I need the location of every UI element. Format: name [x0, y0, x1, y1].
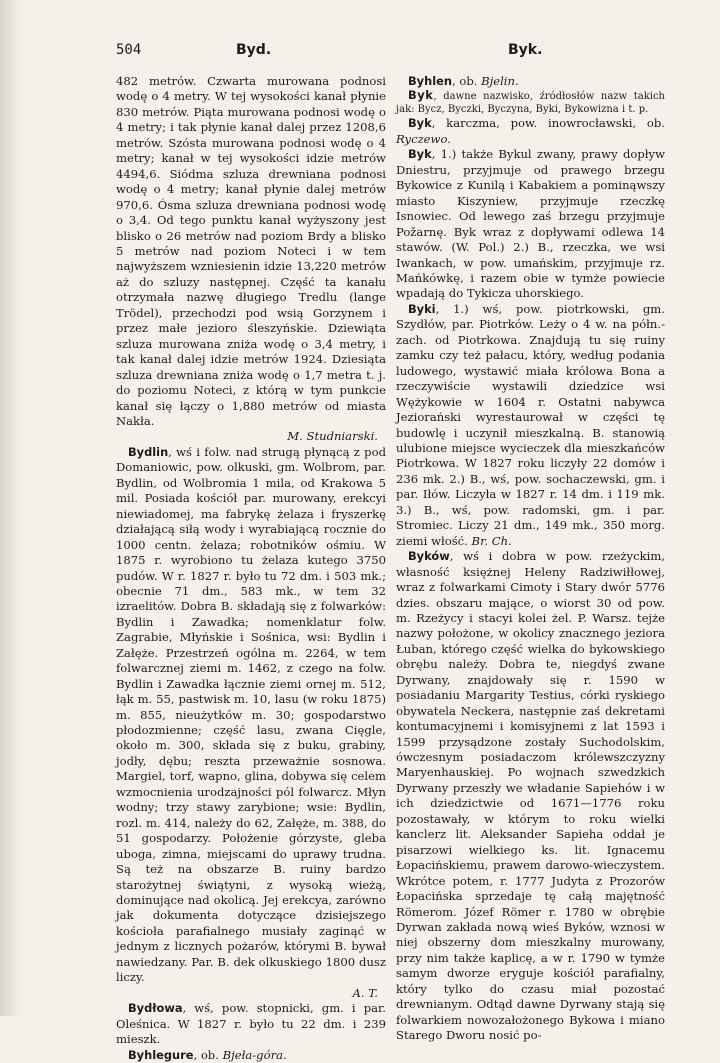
page-number: 504	[116, 42, 142, 58]
entry-byk-inn	[396, 116, 665, 147]
page-gutter-shadow	[0, 0, 22, 1016]
entry-byk-name	[396, 89, 665, 116]
header-left-keyword: Byd.	[236, 42, 272, 58]
entry-text: , wś i folw. nad strugą płynącą z pod Domaniowic, pow. olkuski, gm. Wolbrom, par. Bydlin, od Wolbromia 1 mila, od Krakowa 5 mil. Posiada kościół par. murowany, erekcyi niewiadomej, ma fabrykę żelaza i fryszerkę działającą siłą wody i wyrabiającą rocznie do 1000 centn. żelaza; robotników ośmiu. W 1875 r. wyrobiono tu żelaza kutego 3750 pudów. W r. 1827 r. było tu 72 dm. i 503 mk.; obecnie 71 dm., 583 mk., w tem 32 izraelitów. Dobra B. składają się z folwarków: Bydlin i Zawadka; nomenklatur folw. Zagrabie, Młyńskie i Sośnica, wsi: Bydlin i Załęże. Przestrzeń ogólna m. 2264, w tem folwarcznej ziemi m. 1462, z czego na folw. Bydlin i Zawadka łącznie ziemi ornej m. 512, łąk m. 55, pastwisk m. 10, lasu (w roku 1875) m. 855, nieużytków m. 30; gospodarstwo płodozmienne; część lasu, zwana Cięgle, około m. 300, składa się z buku, grabiny, jodły, dębu; reszta przeważnie sosnowa. Margiel, torf, wapno, glina, dobywa się celem wzmocnienia urodzajności pól folwarcz. Młyn wodny; trzy stawy zarybione; wsie: Bydlin, rozl. m. 414, należy do 62, Załęże, m. 388, do 51 gospodarzy. Położenie górzyste, gleba uboga, zimna, miejscami do uprawy trudna. Są też na obszarze B. ruiny bardzo starożytnej świątyni, z wysoką wieżą, dominujące nad okolicą. Jej erekcya, zarówno jak dokumenta dotyczące dzisiejszego kościoła parafialnego musiały zaginąć w jednym z licznych pożarów, którymi B. bywał nawiedzany. Par. B. dek olkuskiego 1800 dusz liczy.	[116, 444, 386, 985]
right-column	[396, 74, 665, 1043]
entry-bydlin	[116, 445, 386, 1001]
entry-signature: Br. Ch.	[471, 533, 512, 548]
entry-signature: A. T.	[352, 985, 378, 1000]
entry-text: , karczma, pow. inowrocławski, ob.	[431, 116, 665, 131]
entry-byk-river	[396, 147, 665, 302]
left-column	[116, 74, 386, 1062]
entry-text: , ob.	[451, 74, 482, 88]
entry-byki	[396, 302, 665, 549]
entry-headword: Byhlen	[408, 74, 452, 88]
entry-headword: Bydlin	[128, 444, 169, 459]
entry-headword: Byki	[408, 301, 436, 316]
entry-byhlegure	[116, 1048, 386, 1063]
entry-byhlen	[396, 74, 665, 89]
entry-continuation	[116, 74, 386, 445]
entry-text: , 1.) także Bykul zwany, prawy dopływ Dniestru, przyjmuje od prawego brzegu Bykowice z Kunilą i Kabakiem a pominąwszy miasto Kiszyniew, przyjmuje rzeczkę Isnowiec. Od lewego zaś brzegu przyjmuje Požarnę. Byk wraz z dopływami odlewa 14 stawów. (W. Pol.) 2.) B., rzeczka, we wsi Iwankach, w pow. umańskim, przyjmuje rz. Mańkówkę, i razem obie w tymże powiecie wpadają do Tykicza uhorskiego.	[396, 147, 665, 301]
entry-text: , 1.) wś, pow. piotrkowski, gm. Szydłów, par. Piotrków. Leży o 4 w. na półn.-zach. od Piotrkowa. Znajdują tu się ruiny zamku czy też pałacu, który, według podania ludowego, wystawić miała królowa Bona a rzeczywiście wystawili dziedzice wsi Wężykowie w 1604 r. Ostatni nabywca Jeziorański wyrestaurował w części tę budowlę i uczynił mieszkalną. B. stanowią ulubione miejsce wycieczek dla mieszkańców Piotrkowa. W 1827 roku liczyły 22 domów i 236 mk. 2.) B., wś, pow. sochaczewski, gm. i par. Iłów. Liczyła w 1827 r. 14 dm. i 119 mk. 3.) B., wś, pow. radomski, gm. i par. Stromiec. Liczy 21 dm., 149 mk., 350 morg. ziemi włość.	[396, 301, 665, 548]
entry-text: , wś i dobra w pow. rzeżyckim, własność księżnej Heleny Radziwiłłowej, wraz z folwarkami Cimoty i Stary dwór 5776 dzies. obszaru mające, o wiorst 30 od pow. m. Rzeżycy i stacyi kolei żel. P. Warsz. tejże nazwy położone, w okolicy znacznego jeziora Łuban, którego część wielka do bykowskiego obrębu należy. Dobra te, niegdyś zwane Dyrwany, znajdowały się r. 1590 w posiadaniu Margarity Testius, córki ryskiego obywatela Neckera, następnie zaś dekretami kontumacyjnemi i komisyjnemi z lat 1593 i 1599 przysądzone zostały Suchodolskim, ówczesnym posiadaczom królewszczyzny Maryenhauskiej. Po wojnach szwedzkich Dyrwany przeszły we władanie Sapiehów i w ich dziedzictwie od 1671—1776 roku pozostawały, w którym to roku wielki kanclerz lit. Aleksander Sapieha oddał je pisarzowi wielkiego ks. lit. Ignacemu Łopacińskiemu, prawem darowo-wieczystem. Wkrótce potem, r. 1777 Judyta z Prozorów Łopacińska sprzedaje tę całą majętność Römerom. Józef Römer r. 1780 w obrębie Dyrwan zakłada nową wieś Byków, wznosi w niej obszerny dom mieszkalny murowany, przy nim także kaplicę, a w r. 1790 w tymże samym dworze eryguje kościół parafialny, który tylko do czasu miał pozostać drewnianym. Odtąd dawne Dyrwany stają się folwarkiem nowozałożonego Bykowa i miano Starego Dworu nosić po-	[396, 549, 665, 1043]
header-right-keyword: Byk.	[508, 42, 543, 58]
entry-headword: Byhlegure	[128, 1047, 194, 1062]
entry-signature: M. Studniarski.	[287, 429, 378, 444]
entry-text: 482 metrów. Czwarta murowana podnosi wodę o 4 metry. W tej wysokości kanał płynie 830 metrów. Piąta murowana podnosi wodę o 4 metry; i tak płynie kanał dalej przez 1208,6 metrów. Szósta murowana podnosi wodę o 4 metry; kanał w tej wysokości idzie metrów 4494,6. Siódma szluza drewniana podnosi wodę o 4 metry; kanał płynie dalej metrów 970,6. Ósma szluza drewniana podnosi wodę o 3,4. Od tego punktu kanał wyżyszony jest blisko o 26 metrów nad poziom Brdy a blisko 5 metrów nad poziom Noteci i w tem najwyższem wzniesienin idzie 13,220 metrów aż do szluzy następnej. Część ta kanału otrzymała nazwę długiego Tredlu (lange Trödel), przechodzi pod wsią Gorzynem i przez małe jezioro śleszyńskie. Dziewiąta szluza murowana zniża wodę o 3,4 metry, i tak kanał dalej idzie metrów 1924. Dziesiąta szluza drewniana zniża wodę o 1,7 metra t. j. do poziomu Noteci, z którą w tym punkcie kanał się łączy o 1,880 metrów od miasta Nakła.	[116, 74, 386, 428]
running-header	[116, 42, 662, 64]
entry-cross-reference: Bjelin.	[481, 74, 519, 88]
entry-cross-reference: Bjeła-góra.	[222, 1047, 287, 1062]
entry-text: , dawne nazwisko, źródłosłów nazw takich jak: Bycz, Byczki, Byczyna, Byki, Bykowizna i t. p.	[396, 91, 665, 116]
entry-headword: Byk	[408, 88, 434, 103]
entry-headword: Byk	[408, 116, 432, 131]
entry-headword: Byków	[408, 549, 450, 564]
entry-text: , wś, pow. stopnicki, gm. i par. Oleśnica. W 1827 r. było tu 22 dm. i 239 mieszk.	[116, 1001, 386, 1047]
entry-headword: Bydłowa	[128, 1001, 183, 1016]
entry-text: , ob.	[193, 1047, 223, 1062]
entry-bykow	[396, 549, 665, 1044]
entry-bydlowa	[116, 1001, 386, 1047]
entry-cross-reference: Ryczewo.	[396, 131, 451, 146]
entry-headword: Byk	[408, 147, 432, 162]
